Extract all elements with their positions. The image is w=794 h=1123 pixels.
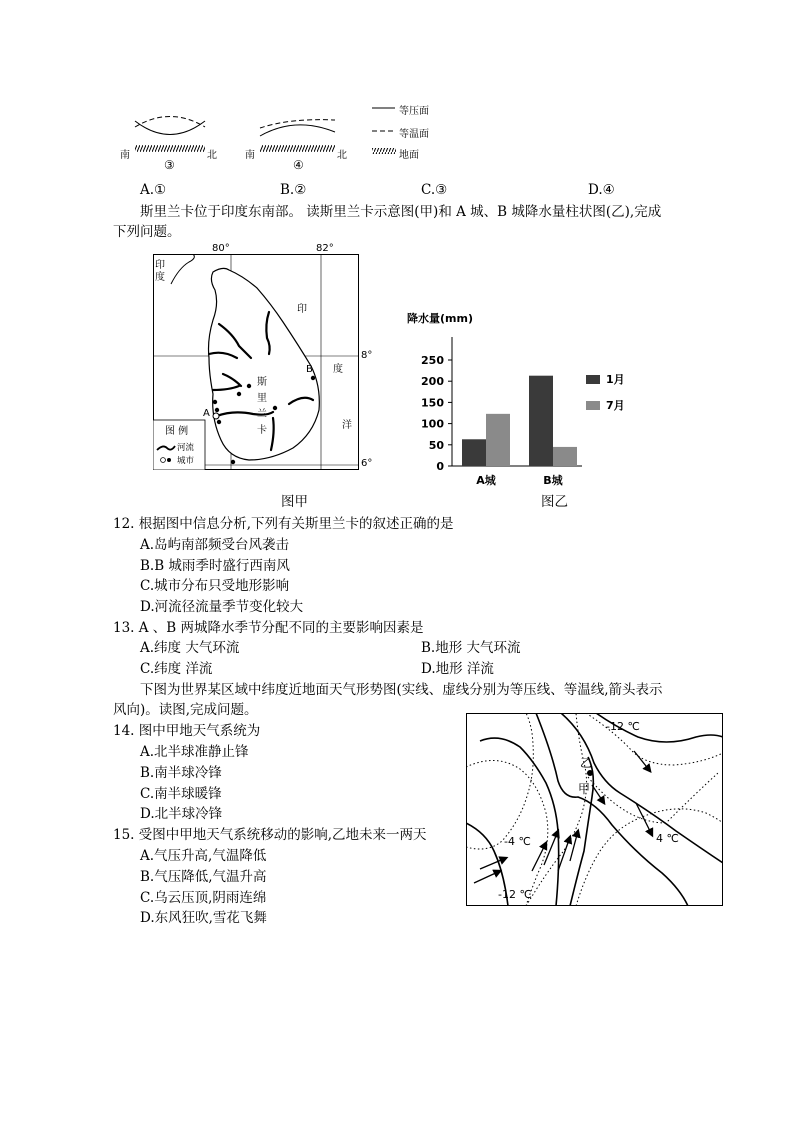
figure-3 (135, 117, 205, 153)
chart-category-label: B城 (543, 474, 563, 487)
chart-y-tick-label: 0 (436, 460, 444, 473)
weather-intro-line1: 下图为世界某区域中纬度近地面天气形势图(实线、虚线分别为等压线、等温线,箭头表示 (140, 682, 663, 698)
sri-intro-line1: 斯里兰卡位于印度东南部。 读斯里兰卡示意图(甲)和 A 城、B 城降水量柱状图(乙),完成 (140, 204, 662, 220)
q14-stem: 14. 图中甲地天气系统为 (113, 723, 261, 739)
q15-option-d: D.东风狂吹,雪花飞舞 (140, 910, 267, 926)
chart-y-tick-label: 50 (428, 438, 444, 452)
prev-option-c: C.③ (421, 182, 448, 198)
legend-swatch-1月 (586, 375, 600, 384)
bar-B城-1月 (529, 376, 553, 466)
legend-label-7月: 7月 (606, 399, 625, 412)
legend-ground: 地面 (399, 150, 419, 161)
sri-lanka-map (153, 254, 359, 470)
precipitation-chart (410, 325, 650, 495)
chart-y-tick-label: 100 (421, 417, 444, 431)
temp-top: -12 ℃ (606, 720, 640, 733)
q13-option-d: D.地形 洋流 (421, 661, 494, 677)
q13-option-b: B.地形 大气环流 (421, 640, 521, 656)
legend-isobar: 等压面 (399, 106, 429, 117)
map-legend-city: 城市 (177, 456, 195, 466)
fig3-number: ③ (164, 158, 175, 172)
q12-option-b: B.B 城雨季时盛行西南风 (140, 558, 290, 574)
legend-isotherm: 等温面 (399, 129, 429, 140)
map-lon-82: 82° (316, 243, 334, 254)
map-country-2: 里 (257, 393, 267, 404)
temp-right: 4 ℃ (656, 832, 679, 845)
q12-option-a: A.岛屿南部频受台风袭击 (140, 537, 290, 553)
map-india-1: 印 (155, 260, 165, 271)
q14-option-c: C.南半球暖锋 (140, 786, 222, 802)
fig3-north-label: 北 (207, 150, 217, 161)
map-country-4: 卡 (257, 425, 267, 436)
q15-option-c: C.乌云压顶,阴雨连绵 (140, 890, 267, 906)
map-legend-river: 河流 (177, 443, 195, 453)
fig4-south-label: 南 (245, 150, 255, 161)
chart-y-tick-label: 250 (421, 354, 444, 367)
figure-4 (260, 120, 335, 152)
label-jia: 甲 (578, 782, 591, 796)
bar-B城-7月 (553, 447, 577, 466)
map-city-a: A (203, 408, 210, 419)
q12-option-d: D.河流径流量季节变化较大 (140, 599, 304, 615)
fig4-number: ④ (293, 158, 304, 172)
map-legend-title: 图 例 (165, 426, 189, 437)
map-ocean-2: 度 (333, 364, 343, 375)
q12-stem: 12. 根据图中信息分析,下列有关斯里兰卡的叙述正确的是 (113, 516, 454, 532)
fig3-south-label: 南 (120, 150, 130, 161)
prev-option-d: D.④ (588, 182, 615, 198)
weather-map (466, 713, 723, 906)
prev-option-a: A.① (140, 182, 167, 198)
chart-category-label: A城 (476, 474, 496, 487)
bar-A城-1月 (462, 439, 486, 466)
temp-left: -4 ℃ (504, 835, 531, 848)
q13-option-a: A.纬度 大气环流 (140, 640, 240, 656)
prev-option-b: B.② (280, 182, 307, 198)
chart-ylabel: 降水量(mm) (407, 312, 473, 325)
label-yi: 乙 (580, 756, 593, 770)
map-city-b: B (306, 364, 313, 375)
q15-option-a: A.气压升高,气温降低 (140, 848, 267, 864)
chart-caption: 图乙 (541, 494, 568, 510)
q15-stem: 15. 受图中甲地天气系统移动的影响,乙地未来一两天 (113, 827, 427, 843)
q13-stem: 13. A 、B 两城降水季节分配不同的主要影响因素是 (113, 620, 424, 636)
map-india-2: 度 (155, 272, 165, 283)
legend-label-1月: 1月 (606, 373, 625, 386)
q14-option-b: B.南半球冷锋 (140, 765, 222, 781)
chart-y-tick-label: 150 (421, 396, 444, 410)
map-lon-80: 80° (212, 243, 230, 254)
sri-intro-line2: 下列问题。 (113, 224, 181, 240)
map-caption: 图甲 (281, 494, 308, 510)
map-country-3: 兰 (257, 409, 267, 420)
chart-y-tick-label: 200 (421, 375, 444, 389)
map-ocean-3: 洋 (342, 420, 352, 431)
map-lat-6: 6° (361, 458, 373, 469)
map-lat-8: 8° (361, 350, 373, 361)
q15-option-b: B.气压降低,气温升高 (140, 869, 267, 885)
bar-A城-7月 (486, 414, 510, 466)
map-ocean-1: 印 (297, 304, 307, 315)
temp-bottom: -12 ℃ (498, 888, 532, 901)
cross-section-legend (372, 108, 396, 154)
legend-swatch-7月 (586, 401, 600, 410)
q14-option-a: A.北半球准静止锋 (140, 744, 249, 760)
q14-option-d: D.北半球冷锋 (140, 806, 223, 822)
fig4-north-label: 北 (337, 150, 347, 161)
q13-option-c: C.纬度 洋流 (140, 661, 213, 677)
q12-option-c: C.城市分布只受地形影响 (140, 578, 290, 594)
map-country-1: 斯 (257, 377, 267, 388)
weather-intro-line2: 风向)。读图,完成问题。 (113, 702, 258, 718)
